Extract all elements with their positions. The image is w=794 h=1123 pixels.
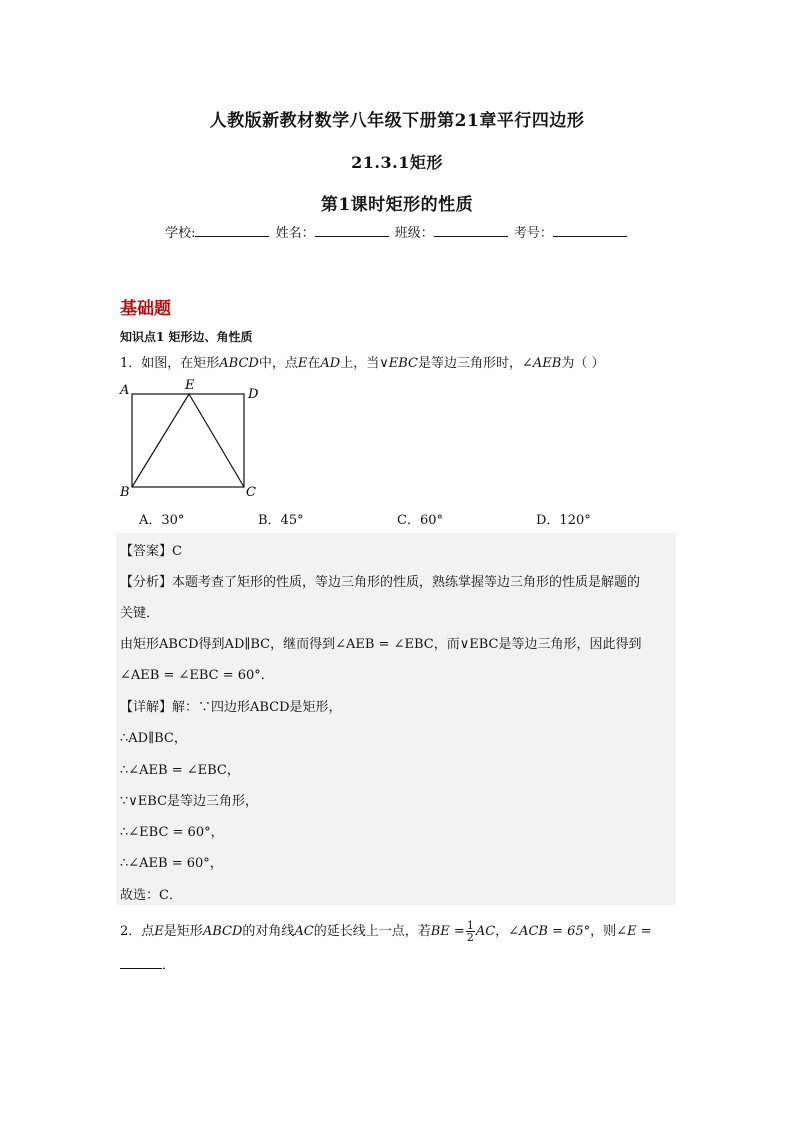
- question-text: 是矩形: [163, 924, 203, 939]
- label-e: E: [185, 378, 195, 393]
- option-a[interactable]: A．30°: [139, 513, 185, 528]
- math-var: ∠E =: [616, 924, 652, 939]
- math-var: AC: [294, 924, 314, 939]
- option-c[interactable]: C．60°: [397, 513, 443, 528]
- question-text: 为（ ）: [561, 356, 605, 371]
- question-text: 的延长线上一点，若: [313, 924, 431, 939]
- school-label: 学校:: [165, 226, 196, 241]
- detail-line: ∵∨EBC是等边三角形，: [120, 794, 259, 809]
- question-2-answer-blank: [120, 954, 175, 973]
- rectangle-triangle-figure: [114, 378, 274, 502]
- question-text: ，则: [590, 924, 617, 939]
- detail-line: ∴∠AEB = 60°，: [120, 856, 223, 871]
- math-var: ∠AEB: [521, 356, 562, 371]
- name-field[interactable]: [315, 224, 389, 237]
- exam-number-field[interactable]: [553, 224, 627, 237]
- class-field[interactable]: [434, 224, 508, 237]
- question-number: 2．: [120, 924, 142, 939]
- detail-line: ∴∠EBC = 60°，: [120, 825, 224, 840]
- analysis-line: 关键．: [120, 606, 160, 621]
- fraction-numerator: 1: [466, 919, 474, 932]
- label-b: B: [120, 485, 130, 500]
- math-var: ABCD: [202, 924, 243, 939]
- answer-line: 【答案】C: [120, 544, 182, 559]
- knowledge-point-heading: 知识点1 矩形边、角性质: [120, 330, 253, 344]
- fraction-denominator: 2: [466, 931, 474, 944]
- math-var: AD: [320, 356, 341, 371]
- option-b[interactable]: B．45°: [258, 513, 304, 528]
- label-c: C: [246, 485, 256, 500]
- page-title: 人教版新教材数学八年级下册第21章平行四边形: [209, 111, 585, 131]
- name-label: 姓名：: [275, 226, 315, 241]
- student-info-line: [0, 222, 794, 241]
- question-text: 点: [141, 924, 155, 939]
- math-var: ∠ACB = 65°: [508, 924, 591, 939]
- fraction: [466, 920, 475, 943]
- question-text: 如图，在矩形: [141, 356, 220, 371]
- question-text: 是等边三角形时，: [417, 356, 522, 371]
- analysis-line: 【分析】本题考查了矩形的性质，等边三角形的性质，熟练掌握等边三角形的性质是解题的: [120, 575, 641, 590]
- question-2: [120, 920, 652, 943]
- question-1: [120, 352, 604, 371]
- question-number: 1．: [120, 356, 142, 371]
- rectangle-abcd: [132, 394, 244, 487]
- question-1-options: [0, 509, 794, 527]
- analysis-line: ∠AEB = ∠EBC = 60°．: [120, 668, 274, 683]
- label-d: D: [248, 387, 259, 402]
- label-a: A: [120, 383, 130, 398]
- class-label: 班级：: [394, 226, 434, 241]
- math-var: AC: [475, 924, 496, 939]
- option-d[interactable]: D．120°: [536, 513, 591, 528]
- answer-blank[interactable]: [120, 956, 162, 969]
- detail-line: ∴AD∥BC，: [120, 731, 187, 746]
- question-text: 在: [307, 356, 321, 371]
- math-var: ABCD: [219, 356, 259, 371]
- question-text: ．: [162, 958, 176, 973]
- question-text: ，: [495, 924, 509, 939]
- question-text: 中，点: [258, 356, 298, 371]
- school-field[interactable]: [195, 224, 269, 237]
- section-subtitle: 21.3.1矩形: [351, 153, 443, 172]
- exam-number-label: 考号：: [513, 226, 553, 241]
- analysis-line: 由矩形ABCD得到AD∥BC，继而得到∠AEB = ∠EBC，而∨EBC是等边三角形，因此得到: [120, 637, 642, 652]
- math-var: ∨EBC: [379, 356, 418, 371]
- section-heading: 基础题: [120, 299, 171, 319]
- question-text: 的对角线: [242, 924, 295, 939]
- question-text: 上，当: [340, 356, 380, 371]
- math-var: BE =: [430, 924, 465, 939]
- detail-line: 【详解】解：∵四边形ABCD是矩形，: [120, 700, 342, 715]
- detail-line: ∴∠AEB = ∠EBC，: [120, 763, 240, 778]
- detail-line: 故选：C．: [120, 888, 182, 903]
- math-var: E: [297, 356, 308, 371]
- lesson-title: 第1课时矩形的性质: [320, 195, 474, 215]
- math-var: E: [154, 924, 164, 939]
- triangle-ebc: [132, 394, 244, 487]
